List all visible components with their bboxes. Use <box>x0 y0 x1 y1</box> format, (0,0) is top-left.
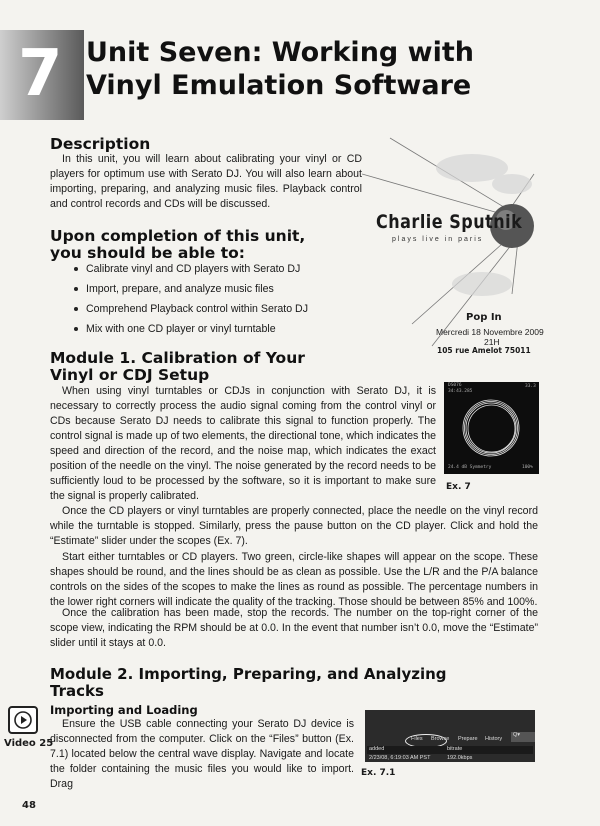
module1-heading <box>50 350 390 384</box>
page-number: 48 <box>22 800 36 811</box>
description-text: In this unit, you will learn about calibrating your vinyl or CD players for optimum use with Serato DJ. You will also learn about importing, preparing, and analyzing music files. Playback control and control records and CDs will be discussed. <box>50 153 362 210</box>
list-item: Comprehend Playback control within Serato DJ <box>72 302 352 322</box>
poster-illustration <box>362 134 540 356</box>
poster-date: Mercredi 18 Novembre 2009 <box>436 327 544 337</box>
unit-title <box>86 36 586 102</box>
completion-heading <box>50 228 360 262</box>
poster-name: Charlie Sputnik <box>376 210 523 233</box>
ex71-label: Ex. 7.1 <box>361 768 396 778</box>
files-row-bitrate: 192.0kbps <box>447 755 473 761</box>
poster-event: Pop In <box>466 312 502 323</box>
files-tab-files: Files <box>411 736 423 742</box>
module1-para2: Once the CD players or vinyl turntables are properly connected, place the needle on the vinyl record while the turntable is stopped. Similarly, press the pause button on the CD player. Click and hold the “Estimate” slider under the scopes (Ex. 7). <box>50 505 538 547</box>
poster-time: 21H <box>484 337 500 347</box>
completion-heading-line2: you should be able to: <box>50 244 245 262</box>
module1-para4: Once the calibration has been made, stop the records. The number on the top-right corner of the scope view, indicating the RPM should be at 0.0. In the event that number isn’t 0.0, move the “Estimate” slider until it stays at 0.0. <box>50 607 538 649</box>
files-panel <box>365 710 535 762</box>
files-tab-browse: Browse <box>431 736 450 742</box>
files-tab-prepare: Prepare <box>458 736 478 742</box>
video-icon <box>8 706 38 734</box>
video-label: Video 25 <box>4 738 54 749</box>
scope-label-2: 34:43.285 <box>448 389 473 394</box>
module2-subheading: Importing and Loading <box>50 703 198 717</box>
module2-heading-line1: Module 2. Importing, Preparing, and Analyzing <box>50 665 447 683</box>
description-heading: Description <box>50 135 151 153</box>
module1-para3: Start either turntables or CD players. Two green, circle-like shapes will appear on the scope. These shapes should be round, and the lines should be as clean as possible. Use the L/R and the P/A balance controls on the sides of the scopes to make the lines as round as possible. The percentage numbers in the lower right corners will indicate the quality of the tracking. Those should be between 85% and 100%. <box>50 551 538 608</box>
module1-heading-line1: Module 1. Calibration of Your <box>50 349 305 367</box>
module2-heading <box>50 666 540 700</box>
list-item: Import, prepare, and analyze music files <box>72 282 352 302</box>
scope-label-1: DS076 <box>448 383 462 388</box>
files-row-date: 2/23/08, 6:19:03 AM PST <box>369 755 431 761</box>
files-tab-history: History <box>485 736 503 742</box>
completion-list <box>72 262 352 342</box>
unit-title-line2: Vinyl Emulation Software <box>86 70 472 101</box>
module1-heading-line2: Vinyl or CDJ Setup <box>50 366 210 384</box>
scope-rings <box>444 382 539 474</box>
files-col-bitrate: bitrate <box>447 746 463 752</box>
files-col-added: added <box>369 746 385 752</box>
scope-display <box>444 382 539 474</box>
module2-para1: Ensure the USB cable connecting your Serato DJ device is disconnected from the computer. Click on the “Files” button (Ex. 7.1) located below the central wave display. Navigate and locate the folder containing the music files you would like to import. Drag <box>50 718 354 790</box>
unit-title-line1: Unit Seven: Working with <box>86 37 474 68</box>
list-item: Calibrate vinyl and CD players with Serato DJ <box>72 262 352 282</box>
files-search: Q▾ <box>511 732 535 742</box>
unit-number: 7 <box>18 37 63 111</box>
completion-heading-line1: Upon completion of this unit, <box>50 227 306 245</box>
poster-address: 105 rue Amelot 75011 <box>437 346 531 355</box>
scope-rpm: 33.3 <box>525 384 536 389</box>
ex7-label: Ex. 7 <box>446 482 471 492</box>
module2-heading-line2: Tracks <box>50 682 104 700</box>
scope-top-left <box>448 383 472 395</box>
list-item: Mix with one CD player or vinyl turntable <box>72 322 352 342</box>
play-icon <box>10 708 36 732</box>
scope-symmetry: 24.4 dB Symmetry <box>448 465 492 470</box>
poster-subtitle: plays live in paris <box>392 236 484 243</box>
scope-percentage: 100% <box>522 465 533 470</box>
module1-para1: When using vinyl turntables or CDJs in conjunction with Serato DJ, it is necessary to correctly process the audio signal coming from the control vinyl or CDs because Serato DJ needs to calibrate this signal to function properly. The control signal is made up of two elements, the directional tone, which indicates the speed and direction of the record, and the noise map, which indicates the exact position of the needle on the vinyl. The noise generated by the record needs to be sufficiently loud to be processed by the software, so it is important to make sure the signal is properly calibrated. <box>50 385 436 502</box>
